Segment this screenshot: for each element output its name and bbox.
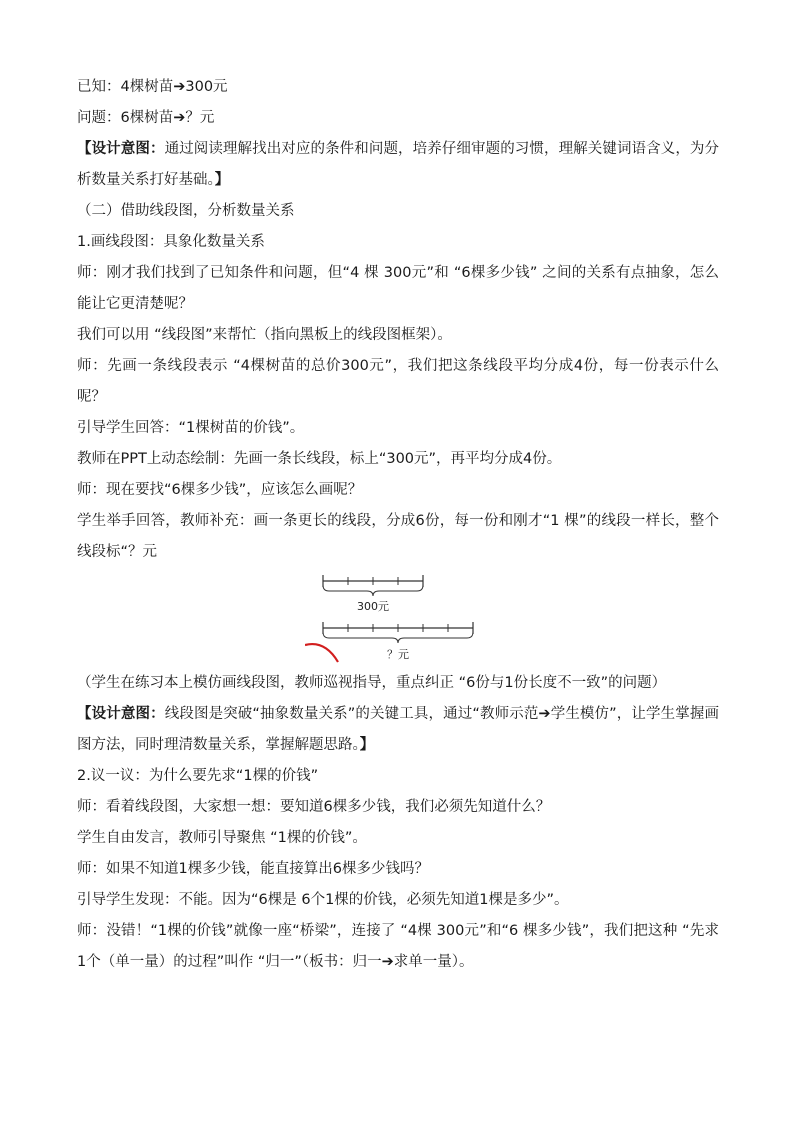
design-intent-1 [77,134,719,196]
segment-diagram-svg [305,572,577,665]
bottom-label: ？元 [387,648,409,661]
question-line: 问题：6棵树苗➔？元 [77,110,215,126]
design-intent-end: 】 [214,172,230,188]
paragraph-line: 我们可以用 “线段图”来帮忙（指向黑板上的线段图框架）。 [77,327,452,343]
paragraph-line: 引导学生回答：“1棵树苗的价钱”。 [77,420,305,436]
design-intent-text: 通过阅读理解找出对应的条件和问题，培养仔细审题的习惯，理解关键词语含义，为分析数量关系打好基础。 [77,141,720,188]
section-heading-2: （二）借助线段图，分析数量关系 [77,203,295,219]
paragraph-line: 学生举手回答，教师补充：画一条更长的线段，分成6份，每一份和刚才“1 棵”的线段一样长，整个线段标“？元 [77,513,719,560]
paragraph-line: 学生自由发言，教师引导聚焦 “1棵的价钱”。 [77,830,367,846]
teacher-line-6: 师：没错！“1棵的价钱”就像一座“桥梁”，连接了 “4棵 300元”和“6 棵多少钱”，我们把这种 “先求1个（单一量）的过程”叫作 “归一”（板书：归一➔求单一量）。 [77,923,719,970]
design-intent-2 [77,699,719,761]
known-line: 已知：4棵树苗➔300元 [77,79,228,95]
step-heading-1: 1.画线段图：具象化数量关系 [77,234,265,250]
teacher-line-1: 师：刚才我们找到了已知条件和问题，但“4 棵 300元”和 “6棵多少钱” 之间的关系有点抽象，怎么能让它更清楚呢？ [77,265,719,312]
teacher-line-4: 师：看着线段图，大家想一想：要知道6棵多少钱，我们必须先知道什么？ [77,799,551,815]
design-intent-label: 【设计意图： [77,706,165,722]
teacher-line-2: 师：先画一条线段表示 “4棵树苗的总价300元”，我们把这条线段平均分成4份，每一份表示什么呢？ [77,358,719,405]
document-body [77,72,719,978]
teacher-line-5: 师：如果不知道1棵多少钱，能直接算出6棵多少钱吗？ [77,861,429,877]
design-intent-label: 【设计意图： [77,141,165,157]
design-intent-text: 线段图是突破“抽象数量关系”的关键工具，通过“教师示范➔学生模仿”，让学生掌握画图方法，同时理清数量关系，掌握解题思路。 [77,706,720,753]
paragraph-line: 引导学生发现：不能。因为“6棵是 6个1棵的价钱，必须先知道1棵是多少”。 [77,892,569,908]
design-intent-end: 】 [359,737,375,753]
teacher-line-3: 师：现在要找“6棵多少钱”，应该怎么画呢？ [77,482,363,498]
step-heading-2: 2.议一议：为什么要先求“1棵的价钱” [77,768,319,784]
bottom-brace [323,632,473,643]
segment-diagram [77,572,719,665]
student-practice-line: （学生在练习本上模仿画线段图，教师巡视指导，重点纠正 “6份与1份长度不一致”的问题） [77,675,667,691]
paragraph-line: 教师在PPT上动态绘制：先画一条长线段，标上“300元”，再平均分成4份。 [77,451,562,467]
top-label: 300元 [357,600,389,613]
red-arc-mark [305,644,338,662]
top-brace [323,585,423,596]
